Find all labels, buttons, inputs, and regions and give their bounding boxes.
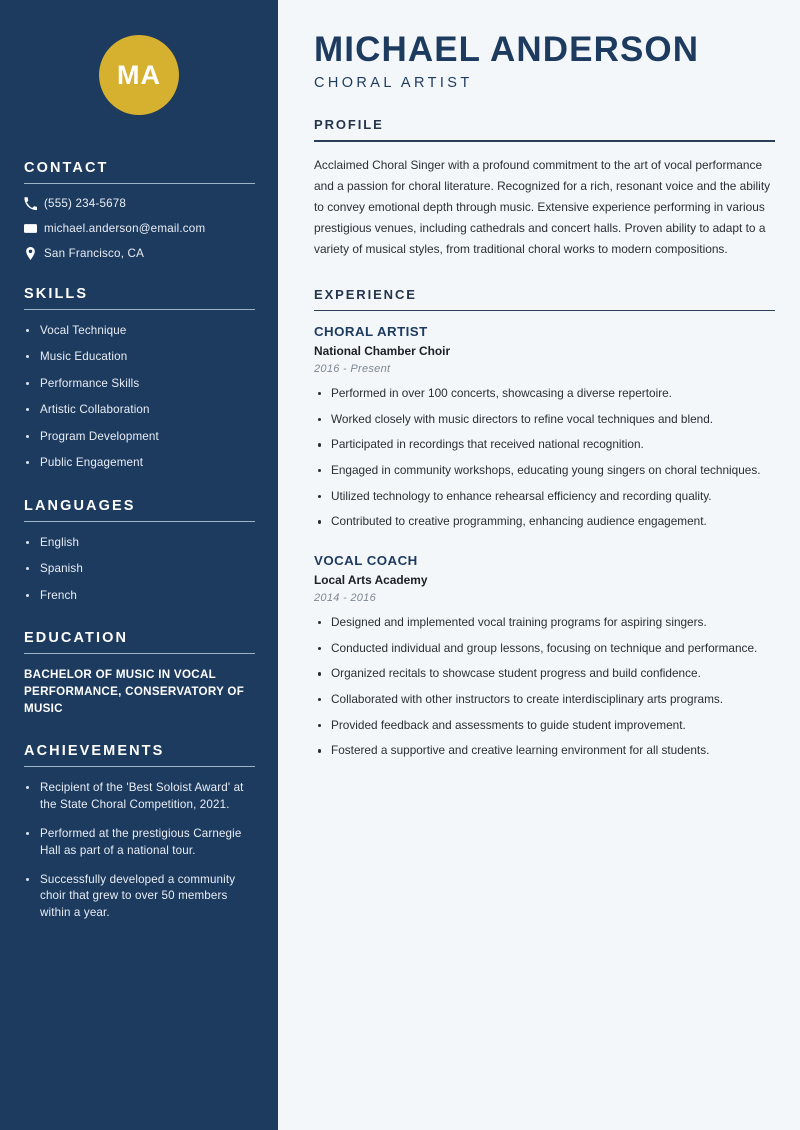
contact-heading: CONTACT	[24, 160, 109, 176]
skills-heading: SKILLS	[24, 286, 89, 302]
experience-dates: 2014 - 2016	[314, 592, 377, 605]
skills-list	[24, 323, 254, 472]
list-item: Spanish	[24, 561, 254, 577]
section-education	[24, 630, 254, 717]
phone-icon	[24, 197, 44, 210]
list-item: Artistic Collaboration	[24, 402, 254, 418]
profile-heading: PROFILE	[314, 117, 384, 133]
experience-bullets	[314, 385, 775, 531]
list-item: Engaged in community workshops, educating young singers on choral techniques.	[314, 462, 775, 480]
section-languages	[24, 498, 254, 604]
avatar-container	[24, 0, 254, 115]
languages-divider	[24, 521, 255, 522]
experience-company: National Chamber Choir	[314, 343, 451, 358]
envelope-icon	[24, 222, 44, 235]
experience-title: VOCAL COACH	[314, 553, 418, 569]
location-value: San Francisco, CA	[44, 247, 145, 260]
list-item: Designed and implemented vocal training programs for aspiring singers.	[314, 614, 775, 632]
experience-heading: EXPERIENCE	[314, 286, 417, 302]
list-item: Performance Skills	[24, 376, 254, 392]
languages-heading: LANGUAGES	[24, 497, 136, 514]
achievements-divider	[24, 766, 255, 767]
page-title: MICHAEL ANDERSON	[314, 30, 700, 69]
languages-list	[24, 535, 254, 604]
list-item: Contributed to creative programming, enhancing audience engagement.	[314, 513, 775, 531]
section-contact	[24, 160, 254, 260]
achievements-list	[24, 780, 254, 922]
phone-value: (555) 234-5678	[44, 197, 127, 210]
profile-divider	[314, 140, 775, 141]
list-item: Vocal Technique	[24, 323, 254, 339]
list-item: Public Engagement	[24, 455, 254, 471]
list-item: Organized recitals to showcase student progress and build confidence.	[314, 665, 775, 683]
profile-text: Acclaimed Choral Singer with a profound commitment to the art of vocal performance and a passion for choral literature. Recognized for a rich, resonant voice and the ability to convey emotional depth through music. Extensive experience performing in various prestigious venues, including cathedrals and concert halls. Proven ability to adapt to a variety of musical styles, from traditional choral works to modern compositions.	[314, 157, 771, 257]
list-item: English	[24, 535, 254, 551]
section-experience	[314, 287, 775, 761]
experience-entry	[314, 324, 775, 531]
list-item: Utilized technology to enhance rehearsal efficiency and recording quality.	[314, 488, 775, 506]
list-item: Fostered a supportive and creative learning environment for all students.	[314, 742, 775, 760]
list-item: Provided feedback and assessments to guide student improvement.	[314, 717, 775, 735]
experience-dates: 2016 - Present	[314, 362, 391, 375]
education-divider	[24, 653, 255, 654]
list-item: Music Education	[24, 349, 254, 365]
experience-divider	[314, 310, 775, 311]
avatar: MA	[99, 35, 179, 115]
list-item: Participated in recordings that received national recognition.	[314, 436, 775, 454]
contact-item-phone[interactable]	[24, 197, 254, 210]
list-item: Worked closely with music directors to refine vocal techniques and blend.	[314, 411, 775, 429]
experience-title: CHORAL ARTIST	[314, 323, 428, 339]
contact-divider	[24, 183, 255, 184]
list-item: Performed in over 100 concerts, showcasing a diverse repertoire.	[314, 385, 775, 403]
email-value: michael.anderson@email.com	[44, 222, 206, 235]
list-item: Performed at the prestigious Carnegie Hall as part of a national tour.	[24, 826, 254, 860]
experience-bullets	[314, 614, 775, 760]
section-achievements	[24, 743, 254, 922]
list-item: Recipient of the 'Best Soloist Award' at the State Choral Competition, 2021.	[24, 780, 254, 814]
experience-company: Local Arts Academy	[314, 573, 428, 588]
experience-entry	[314, 553, 775, 760]
achievements-heading: ACHIEVEMENTS	[24, 743, 165, 760]
list-item: Collaborated with other instructors to create interdisciplinary arts programs.	[314, 691, 775, 709]
list-item: Program Development	[24, 429, 254, 445]
education-degree: BACHELOR OF MUSIC IN VOCAL PERFORMANCE, CONSERVATORY OF MUSIC	[24, 668, 245, 715]
education-heading: EDUCATION	[24, 630, 129, 647]
map-pin-icon	[24, 247, 44, 260]
contact-item-email[interactable]	[24, 222, 254, 235]
sidebar	[0, 0, 278, 1130]
contact-item-location[interactable]	[24, 247, 254, 260]
section-skills	[24, 286, 254, 472]
skills-divider	[24, 309, 255, 310]
main-content	[284, 0, 800, 1130]
list-item: Successfully developed a community choir that grew to over 50 members within a year.	[24, 872, 254, 922]
list-item: French	[24, 588, 254, 604]
list-item: Conducted individual and group lessons, focusing on technique and performance.	[314, 640, 775, 658]
job-subtitle: CHORAL ARTIST	[314, 75, 473, 92]
section-profile	[314, 117, 775, 260]
